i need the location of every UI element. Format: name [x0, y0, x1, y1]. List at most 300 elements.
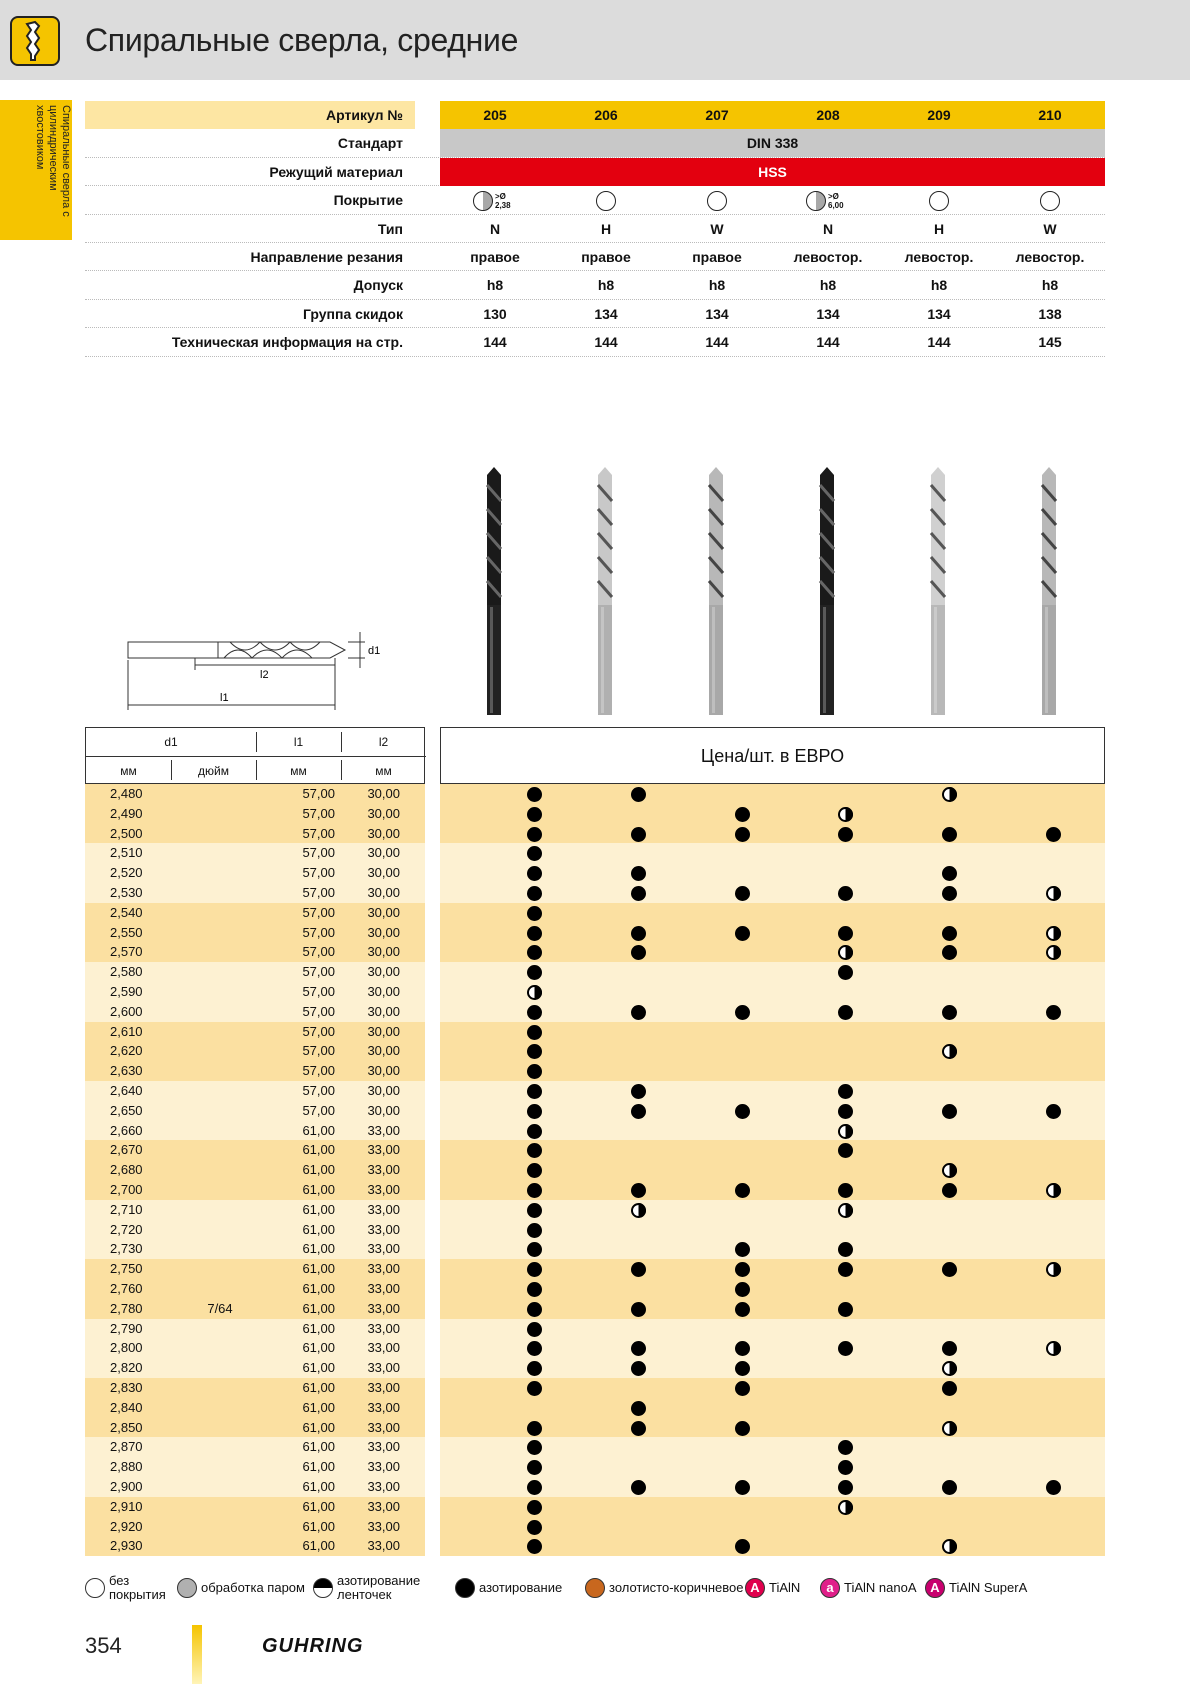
table-row [85, 843, 1105, 863]
drill-image-208 [815, 465, 839, 717]
coating-note: >Ø 6,00 [828, 192, 844, 211]
l2-mm-header: мм [375, 764, 392, 778]
length-l2: 33,00 [367, 1479, 400, 1494]
available-dot-icon [735, 1539, 750, 1554]
length-l1: 61,00 [302, 1122, 335, 1138]
legend-label: золотисто-коричневое [609, 1580, 744, 1595]
length-l2: 30,00 [367, 924, 400, 940]
length-l2: 33,00 [367, 1162, 400, 1178]
length-l2: 33,00 [367, 1320, 400, 1336]
spec-type-206: H [600, 220, 612, 237]
on-request-dot-icon [942, 1361, 957, 1376]
diameter-mm: 2,540 [110, 904, 143, 920]
material-band: HSS [440, 158, 1105, 186]
spec-type-205: N [489, 220, 501, 237]
length-l2: 30,00 [367, 1063, 400, 1079]
available-dot-icon [1046, 1104, 1061, 1119]
available-dot-icon [527, 1104, 542, 1119]
drill-image-210 [1037, 465, 1061, 717]
spec-techinfo-205: 144 [483, 334, 507, 351]
available-dot-icon [838, 886, 853, 901]
available-dot-icon [527, 1005, 542, 1020]
length-l1: 57,00 [302, 1063, 335, 1079]
spec-techinfo-208: 144 [816, 334, 840, 351]
on-request-dot-icon [838, 807, 853, 822]
tialn-nano-icon: a [820, 1578, 840, 1598]
available-dot-icon [838, 1183, 853, 1198]
length-l2: 30,00 [367, 786, 400, 801]
on-request-dot-icon [1046, 1183, 1061, 1198]
length-l2: 33,00 [367, 1399, 400, 1415]
coating-note: >Ø 2,38 [495, 192, 511, 211]
spec-tolerance-210: h8 [1041, 277, 1059, 294]
available-dot-icon [527, 1223, 542, 1238]
available-dot-icon [631, 787, 646, 802]
available-dot-icon [527, 1539, 542, 1554]
spec-direction-210: левостор. [1015, 249, 1085, 265]
spec-coating-208 [773, 186, 883, 214]
l2-label: l2 [260, 669, 269, 681]
table-row [85, 1418, 1105, 1438]
diameter-mm: 2,910 [110, 1498, 143, 1514]
diameter-mm: 2,760 [110, 1281, 143, 1296]
available-dot-icon [942, 1183, 957, 1198]
diameter-mm: 2,930 [110, 1538, 143, 1554]
black-circle-icon [455, 1578, 475, 1598]
available-dot-icon [527, 807, 542, 822]
available-dot-icon [838, 1084, 853, 1099]
available-dot-icon [735, 926, 750, 941]
d1-mm-header: мм [120, 764, 137, 778]
available-dot-icon [1046, 827, 1061, 842]
length-l1: 57,00 [302, 984, 335, 999]
spec-discount-208: 134 [816, 305, 840, 322]
l1-label: l1 [220, 692, 229, 704]
table-row [85, 1279, 1105, 1299]
table-row [85, 1398, 1105, 1418]
available-dot-icon [527, 1381, 542, 1396]
available-dot-icon [527, 1440, 542, 1455]
available-dot-icon [942, 945, 957, 960]
length-l2: 30,00 [367, 964, 400, 980]
length-l2: 30,00 [367, 1083, 400, 1098]
coating-icon [473, 191, 493, 211]
spec-tolerance-205: h8 [486, 277, 504, 294]
length-l1: 57,00 [302, 1003, 335, 1019]
length-l2: 30,00 [367, 885, 400, 900]
available-dot-icon [527, 1124, 542, 1139]
on-request-dot-icon [838, 1203, 853, 1218]
spec-type-210: W [1043, 220, 1057, 237]
available-dot-icon [838, 827, 853, 842]
available-dot-icon [735, 1005, 750, 1020]
spec-tolerance-208: h8 [819, 277, 837, 294]
available-dot-icon [942, 827, 957, 842]
length-l2: 33,00 [367, 1538, 400, 1554]
available-dot-icon [527, 1084, 542, 1099]
length-l1: 61,00 [302, 1300, 335, 1316]
available-dot-icon [735, 886, 750, 901]
spec-coating-207 [662, 186, 772, 214]
length-l1: 57,00 [302, 845, 335, 861]
available-dot-icon [735, 1183, 750, 1198]
length-l2: 33,00 [367, 1182, 400, 1197]
length-l2: 33,00 [367, 1518, 400, 1534]
length-l1: 61,00 [302, 1498, 335, 1514]
available-dot-icon [631, 945, 646, 960]
half-circle-icon [313, 1578, 333, 1598]
table-row [85, 1180, 1105, 1200]
available-dot-icon [631, 1361, 646, 1376]
page-title: Спиральные сверла, средние [85, 22, 519, 58]
length-l1: 61,00 [302, 1538, 335, 1554]
spec-coating-210 [995, 186, 1105, 214]
length-l1: 61,00 [302, 1201, 335, 1217]
on-request-dot-icon [942, 1421, 957, 1436]
price-header: Цена/шт. в ЕВРО [440, 727, 1105, 784]
length-l2: 30,00 [367, 825, 400, 841]
length-l2: 30,00 [367, 805, 400, 821]
length-l2: 30,00 [367, 1043, 400, 1059]
diameter-mm: 2,490 [110, 805, 143, 821]
spec-label-type: Тип [377, 220, 403, 237]
available-dot-icon [631, 926, 646, 941]
spec-label-techinfo: Техническая информация на стр. [171, 334, 403, 351]
available-dot-icon [527, 945, 542, 960]
available-dot-icon [631, 886, 646, 901]
table-row [85, 1536, 1105, 1556]
available-dot-icon [631, 1005, 646, 1020]
table-row [85, 962, 1105, 982]
length-l1: 57,00 [302, 1023, 335, 1039]
available-dot-icon [631, 1401, 646, 1416]
length-l1: 57,00 [302, 786, 335, 801]
spec-type-209: H [933, 220, 945, 237]
drill-image-209 [926, 465, 950, 717]
available-dot-icon [631, 1480, 646, 1495]
spec-article-207: 207 [705, 107, 729, 123]
length-l2: 30,00 [367, 984, 400, 999]
available-dot-icon [942, 886, 957, 901]
table-row [85, 804, 1105, 824]
on-request-dot-icon [527, 985, 542, 1000]
available-dot-icon [527, 1143, 542, 1158]
diameter-mm: 2,900 [110, 1479, 143, 1494]
diameter-mm: 2,500 [110, 825, 143, 841]
d1-label: d1 [368, 645, 381, 657]
table-row [85, 942, 1105, 962]
available-dot-icon [735, 1381, 750, 1396]
table-row [85, 1160, 1105, 1180]
available-dot-icon [527, 1302, 542, 1317]
diameter-mm: 2,660 [110, 1122, 143, 1138]
available-dot-icon [1046, 1005, 1061, 1020]
length-l1: 57,00 [302, 924, 335, 940]
diameter-mm: 2,880 [110, 1459, 143, 1475]
brand-logo: GUHRING [262, 1635, 364, 1657]
diameter-mm: 2,590 [110, 984, 143, 999]
available-dot-icon [942, 926, 957, 941]
available-dot-icon [631, 1084, 646, 1099]
length-l2: 30,00 [367, 904, 400, 920]
diameter-mm: 2,650 [110, 1102, 143, 1118]
spec-techinfo-210: 145 [1038, 334, 1062, 351]
on-request-dot-icon [631, 1203, 646, 1218]
l1-mm-header: мм [290, 764, 307, 778]
table-row [85, 1437, 1105, 1457]
on-request-dot-icon [1046, 1341, 1061, 1356]
available-dot-icon [527, 886, 542, 901]
length-l1: 61,00 [302, 1479, 335, 1494]
table-row [85, 1081, 1105, 1101]
length-l1: 61,00 [302, 1221, 335, 1237]
length-l2: 30,00 [367, 1003, 400, 1019]
available-dot-icon [527, 1480, 542, 1495]
spec-label-standard: Стандарт [337, 135, 403, 152]
available-dot-icon [942, 1104, 957, 1119]
diameter-mm: 2,680 [110, 1162, 143, 1178]
tialn-icon: A [745, 1578, 765, 1598]
diameter-mm: 2,720 [110, 1221, 143, 1237]
available-dot-icon [838, 1005, 853, 1020]
available-dot-icon [838, 1262, 853, 1277]
diameter-mm: 2,620 [110, 1043, 143, 1059]
on-request-dot-icon [838, 1500, 853, 1515]
table-row [85, 1299, 1105, 1319]
length-l1: 61,00 [302, 1419, 335, 1435]
length-l1: 57,00 [302, 1043, 335, 1059]
available-dot-icon [527, 1044, 542, 1059]
spec-label-coating: Покрытие [333, 192, 403, 209]
available-dot-icon [631, 1341, 646, 1356]
on-request-dot-icon [942, 787, 957, 802]
coating-icon [1040, 191, 1060, 211]
length-l1: 57,00 [302, 865, 335, 881]
spec-coating-206 [551, 186, 661, 214]
available-dot-icon [838, 965, 853, 980]
spec-discount-209: 134 [927, 305, 951, 322]
available-dot-icon [631, 1183, 646, 1198]
drill-dimension-diagram [120, 620, 390, 710]
spec-label-material: Режущий материал [269, 163, 403, 180]
spec-label-article: Артикул № [85, 101, 415, 129]
legend-label: азотирование ленточек [337, 1573, 421, 1602]
available-dot-icon [527, 1500, 542, 1515]
diameter-mm: 2,570 [110, 944, 143, 960]
available-dot-icon [735, 1242, 750, 1257]
table-row [85, 1457, 1105, 1477]
available-dot-icon [838, 1302, 853, 1317]
legend-label: TiAlN SuperA [949, 1580, 1028, 1595]
length-l2: 33,00 [367, 1340, 400, 1356]
length-l2: 33,00 [367, 1380, 400, 1395]
brown-circle-icon [585, 1578, 605, 1598]
available-dot-icon [735, 1341, 750, 1356]
on-request-dot-icon [838, 945, 853, 960]
standard-band: DIN 338 [440, 129, 1105, 157]
available-dot-icon [838, 1143, 853, 1158]
page-number: 354 [85, 1633, 122, 1658]
length-l2: 30,00 [367, 1023, 400, 1039]
length-l1: 57,00 [302, 805, 335, 821]
available-dot-icon [527, 846, 542, 861]
table-row [85, 1121, 1105, 1141]
diameter-mm: 2,520 [110, 865, 143, 881]
coating-legend [85, 1570, 1105, 1604]
available-dot-icon [527, 1262, 542, 1277]
available-dot-icon [631, 1421, 646, 1436]
length-l1: 57,00 [302, 885, 335, 900]
tialn-super-icon: A [925, 1578, 945, 1598]
length-l2: 33,00 [367, 1261, 400, 1277]
footer-bar [192, 1625, 202, 1684]
on-request-dot-icon [1046, 926, 1061, 941]
legend-label: TiAlN [769, 1580, 801, 1595]
table-row [85, 903, 1105, 923]
length-l2: 33,00 [367, 1419, 400, 1435]
table-row [85, 1319, 1105, 1339]
l2-header: l2 [378, 735, 389, 749]
length-l1: 61,00 [302, 1162, 335, 1178]
grey-circle-icon [177, 1578, 197, 1598]
spec-article-205: 205 [483, 107, 507, 123]
table-row [85, 1200, 1105, 1220]
drill-image-207 [704, 465, 728, 717]
spec-tolerance-209: h8 [930, 277, 948, 294]
length-l2: 33,00 [367, 1142, 400, 1158]
section-tab-label: Спиральные сверла с цилиндрическим хвостовиком [34, 105, 72, 217]
length-l1: 61,00 [302, 1142, 335, 1158]
diameter-mm: 2,750 [110, 1261, 143, 1277]
diameter-mm: 2,510 [110, 845, 143, 861]
spec-label-tolerance: Допуск [353, 277, 403, 294]
available-dot-icon [527, 1242, 542, 1257]
length-l1: 61,00 [302, 1459, 335, 1475]
diameter-mm: 2,630 [110, 1063, 143, 1079]
available-dot-icon [527, 866, 542, 881]
table-row [85, 1022, 1105, 1042]
spec-coating-205 [440, 186, 550, 214]
table-row [85, 1220, 1105, 1240]
diameter-mm: 2,640 [110, 1083, 143, 1098]
table-row [85, 982, 1105, 1002]
available-dot-icon [838, 1440, 853, 1455]
length-l1: 61,00 [302, 1518, 335, 1534]
length-l1: 61,00 [302, 1360, 335, 1376]
spec-direction-209: левостор. [904, 249, 974, 265]
spec-direction-206: правое [581, 249, 631, 265]
table-row [85, 1259, 1105, 1279]
length-l1: 61,00 [302, 1241, 335, 1257]
spec-discount-210: 138 [1038, 305, 1062, 322]
available-dot-icon [527, 1183, 542, 1198]
spec-article-209: 209 [927, 107, 951, 123]
available-dot-icon [735, 1302, 750, 1317]
length-l2: 33,00 [367, 1439, 400, 1455]
diameter-mm: 2,920 [110, 1518, 143, 1534]
length-l2: 30,00 [367, 1102, 400, 1118]
available-dot-icon [735, 827, 750, 842]
l1-header: l1 [293, 735, 304, 749]
table-row [85, 863, 1105, 883]
legend-label: без покрытия [109, 1573, 166, 1602]
length-l2: 33,00 [367, 1498, 400, 1514]
spec-discount-206: 134 [594, 305, 618, 322]
diameter-mm: 2,800 [110, 1340, 143, 1356]
d1-inch-header: дюйм [198, 764, 229, 778]
table-row [85, 1041, 1105, 1061]
available-dot-icon [838, 1460, 853, 1475]
spec-discount-205: 130 [483, 305, 507, 322]
available-dot-icon [527, 1322, 542, 1337]
on-request-dot-icon [942, 1539, 957, 1554]
legend-label: TiAlN nanoA [844, 1580, 917, 1595]
available-dot-icon [735, 807, 750, 822]
length-l2: 33,00 [367, 1459, 400, 1475]
spec-discount-207: 134 [705, 305, 729, 322]
spec-article-206: 206 [594, 107, 618, 123]
length-l1: 57,00 [302, 904, 335, 920]
spec-type-208: N [822, 220, 834, 237]
spec-direction-208: левостор. [793, 249, 863, 265]
legend-label: азотирование [479, 1580, 563, 1595]
on-request-dot-icon [1046, 886, 1061, 901]
diameter-mm: 2,480 [110, 786, 143, 801]
spec-techinfo-207: 144 [705, 334, 729, 351]
table-row [85, 824, 1105, 844]
available-dot-icon [735, 1104, 750, 1119]
available-dot-icon [527, 1163, 542, 1178]
available-dot-icon [527, 1520, 542, 1535]
available-dot-icon [631, 866, 646, 881]
spec-coating-209 [884, 186, 994, 214]
available-dot-icon [527, 1025, 542, 1040]
available-dot-icon [527, 1361, 542, 1376]
length-l2: 33,00 [367, 1201, 400, 1217]
available-dot-icon [631, 1262, 646, 1277]
table-row [85, 1517, 1105, 1537]
on-request-dot-icon [1046, 945, 1061, 960]
table-row [85, 1358, 1105, 1378]
diameter-mm: 2,820 [110, 1360, 143, 1376]
length-l1: 61,00 [302, 1380, 335, 1395]
coating-icon [707, 191, 727, 211]
diameter-mm: 2,830 [110, 1380, 143, 1395]
spec-techinfo-206: 144 [594, 334, 618, 351]
available-dot-icon [631, 827, 646, 842]
coating-icon [596, 191, 616, 211]
diameter-mm: 2,580 [110, 964, 143, 980]
on-request-dot-icon [942, 1044, 957, 1059]
length-l2: 33,00 [367, 1360, 400, 1376]
spec-type-207: W [710, 220, 724, 237]
coating-icon [929, 191, 949, 211]
diameter-mm: 2,610 [110, 1023, 143, 1039]
diameter-mm: 2,710 [110, 1201, 143, 1217]
spec-article-208: 208 [816, 107, 840, 123]
d1-header: d1 [164, 735, 178, 749]
length-l2: 33,00 [367, 1221, 400, 1237]
length-l1: 57,00 [302, 1083, 335, 1098]
available-dot-icon [631, 1104, 646, 1119]
diameter-inch: 7/64 [207, 1300, 233, 1316]
table-row [85, 883, 1105, 903]
page-header [0, 0, 1190, 80]
available-dot-icon [527, 1421, 542, 1436]
length-l2: 30,00 [367, 944, 400, 960]
available-dot-icon [527, 827, 542, 842]
available-dot-icon [527, 1064, 542, 1079]
